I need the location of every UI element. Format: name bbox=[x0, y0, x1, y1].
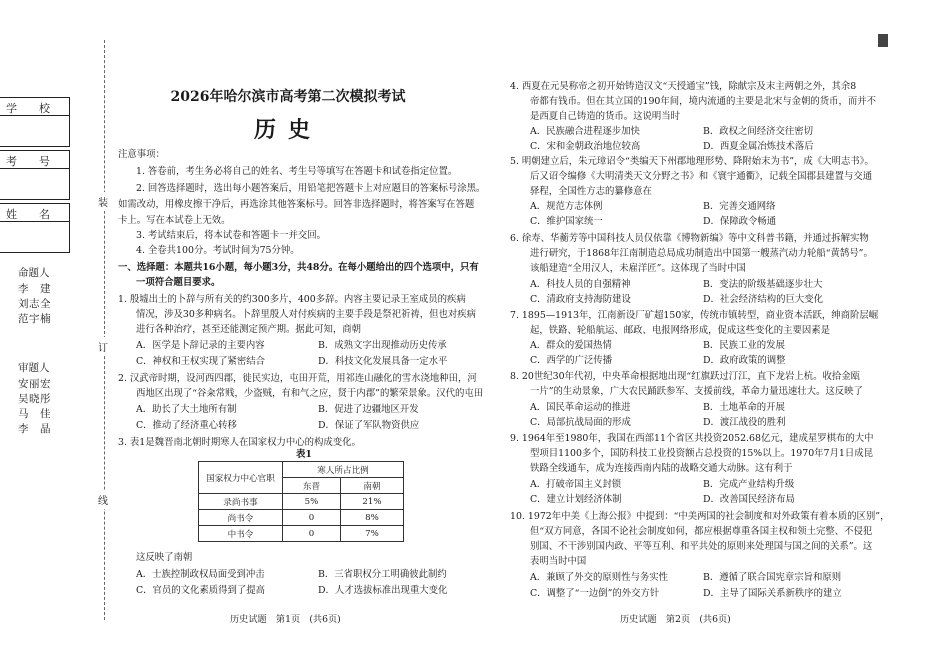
table-row bbox=[199, 494, 404, 510]
q8-option[interactable]: C．局部抗战局面的形成 bbox=[530, 417, 631, 428]
proposer-name: 李 建 bbox=[18, 283, 51, 295]
q7-option[interactable]: A．群众的爱国热情 bbox=[530, 340, 612, 351]
exam-title: 2026年哈尔滨市高考第二次模拟考试 bbox=[170, 89, 406, 105]
proposer-name: 刘志全 bbox=[18, 298, 51, 310]
q1-option[interactable]: C．神权和王权实现了紧密结合 bbox=[136, 356, 266, 367]
table-cell: 0 bbox=[283, 526, 341, 542]
q10-stem: 10. 1972年中美《上海公报》中提到：“中美两国的社会制度和对外政策有着本质的区别”， bbox=[510, 511, 890, 522]
section-heading: 一项符合题目要求。 bbox=[136, 277, 221, 288]
q3-option[interactable]: B．三省职权分工明确彼此制约 bbox=[318, 569, 447, 580]
proposers-heading: 命题人 bbox=[18, 267, 50, 279]
table-header-cell: 东晋 bbox=[283, 478, 341, 494]
q3-stem: 这反映了南朝 bbox=[136, 552, 193, 563]
reviewers-block bbox=[18, 361, 51, 437]
q8-option[interactable]: D．渡江战役的胜利 bbox=[703, 417, 786, 428]
q2-option[interactable]: D．保证了军队物资供应 bbox=[318, 420, 420, 431]
q10-stem: 别国、不干涉别国内政、平等互利、和平共处的原则来处理国与国之间的关系”。这 bbox=[530, 541, 873, 552]
name-field[interactable] bbox=[0, 203, 70, 253]
q7-stem: 7. 1895—1913年，江南新设厂矿超150家，传统市镇转型，商业资本活跃，绅商阶层崛 bbox=[510, 310, 879, 321]
q9-stem: 9. 1964年至1980年，我国在西部11个省区共投资2052.68亿元，建成星罗棋布的大中 bbox=[510, 433, 874, 444]
reviewer-name: 马 佳 bbox=[18, 408, 51, 420]
table-header-cell: 寒人所占比例 bbox=[283, 462, 404, 478]
exam-subject: 历史 bbox=[253, 117, 322, 143]
proposer-name: 范宇楠 bbox=[18, 313, 51, 325]
q10-option[interactable]: A．兼顾了外交的原则性与务实性 bbox=[530, 572, 669, 583]
q5-option[interactable]: D．保障政令畅通 bbox=[703, 216, 777, 227]
page-footer: 历史试题 第1页 (共6页) bbox=[230, 614, 341, 625]
q6-stem: 6. 徐寿、华蘅芳等中国科技人员仅依靠《博物新编》等中文科普书籍，并通过拆解实物 bbox=[510, 233, 869, 244]
q7-option[interactable]: C．西学的广泛传播 bbox=[530, 355, 613, 366]
notice-heading: 注意事项： bbox=[118, 149, 165, 160]
q7-option[interactable]: B．民族工业的发展 bbox=[703, 340, 785, 351]
notice-line: 卡上。写在本试卷上无效。 bbox=[118, 215, 231, 226]
q1-stem: 1. 殷墟出土的卜辞与所有关的约300多片，400多辞。内容主要记录王室成员的疾病 bbox=[118, 294, 466, 305]
q1-stem: 进行各种治疗，甚至还能测定预产期。据此可知，商朝 bbox=[136, 324, 362, 335]
q4-stem: 4. 西夏在元昊称帝之初开始铸造汉文“天授通宝”钱，除献宗及末主两朝之外，其余8 bbox=[510, 81, 857, 92]
binding-char: 装 bbox=[98, 192, 108, 211]
reviewers-heading: 审题人 bbox=[18, 362, 50, 374]
table-cell: 尚书令 bbox=[199, 510, 283, 526]
q10-option[interactable]: C．调整了“一边倒”的外交方针 bbox=[530, 588, 660, 599]
q5-option[interactable]: C．维护国家统一 bbox=[530, 216, 603, 227]
q4-option[interactable]: B．政权之间经济交往密切 bbox=[703, 126, 814, 137]
q3-option[interactable]: A．士族控制政权局面受到冲击 bbox=[136, 569, 265, 580]
notice-line: 1. 答卷前，考生务必将自己的姓名、考生号等填写在答题卡和试卷指定位置。 bbox=[136, 166, 458, 177]
binding-char: 线 bbox=[98, 490, 108, 509]
q5-stem: 后又诏令编修《大明清类天文分野之书》和《寰宇通衢》，记载全国郡县建置与交通 bbox=[530, 171, 873, 182]
q6-option[interactable]: A．科技人员的自强精神 bbox=[530, 279, 631, 290]
q6-option[interactable]: C．清政府支持海防建设 bbox=[530, 294, 631, 305]
table-row bbox=[199, 526, 404, 542]
notice-line: 4. 全卷共100分。考试时间为75分钟。 bbox=[136, 245, 300, 256]
notice-line: 2. 回答选择题时，选出每小题答案后，用铅笔把答题卡上对应题目的答案标号涂黑。 bbox=[136, 183, 486, 194]
page-footer: 历史试题 第2页 (共6页) bbox=[620, 614, 731, 625]
q6-stem: 进行研究，于1868年江南制造总局成功制造出中国第一艘蒸汽动力轮船“黄鹄号”。 bbox=[530, 248, 873, 259]
q9-option[interactable]: C．建立计划经济体制 bbox=[530, 494, 622, 505]
q7-stem: 起，铁路、轮船航运、邮政、电报网络形成，促成这些变化的主要因素是 bbox=[530, 325, 831, 336]
q9-stem: 型项目1100多个，国防科技工业投资额占总投资的15%以上。1970年7月1日成昆 bbox=[530, 448, 873, 459]
q9-option[interactable]: D．改善国民经济布局 bbox=[703, 494, 795, 505]
table-cell: 中书令 bbox=[199, 526, 283, 542]
name-label: 姓 名 bbox=[0, 204, 69, 222]
q2-stem: 西地区出现了“谷籴常贱，少盗贼，有和气之应，贤于内郡”的繁荣景象。汉代的屯田 bbox=[136, 388, 484, 399]
binding-line bbox=[104, 40, 105, 620]
power-center-table bbox=[198, 461, 404, 542]
q5-stem: 5. 明朝建立后，朱元璋诏令“类编天下州郡地理形势、降附始末为书”，成《大明志书》。 bbox=[510, 156, 874, 167]
q4-option[interactable]: A．民族融合进程逐步加快 bbox=[530, 126, 640, 137]
scan-corner-mark bbox=[878, 34, 888, 47]
q4-stem: 帝都有钱币。但在其立国的190年间，境内流通的主要是北宋与金朝的货币，而并不 bbox=[530, 96, 877, 107]
q8-stem: 一片”的生动景象，广大农民踊跃参军、支援前线，革命力量迅速壮大。这反映了 bbox=[530, 386, 863, 397]
q3-option[interactable]: C．官员的文化素质得到了提高 bbox=[136, 585, 266, 596]
q3-stem: 3. 表1是魏晋南北朝时期寒人在国家权力中心的构成变化。 bbox=[118, 437, 361, 448]
q8-stem: 8. 20世纪30年代初，中央革命根据地出现“红旗跃过汀江，直下龙岩上杭。收拾金瓯 bbox=[510, 371, 860, 382]
q5-stem: 驿程，全国性方志的纂修意在 bbox=[530, 186, 652, 197]
table-cell: 5% bbox=[283, 494, 341, 510]
proposers-block bbox=[18, 266, 51, 327]
q2-option[interactable]: A．助长了大土地所有制 bbox=[136, 404, 237, 415]
q6-option[interactable]: B．变法的阶级基础逐步壮大 bbox=[703, 279, 823, 290]
q1-option[interactable]: B．成熟文字出现推动历史传承 bbox=[318, 340, 447, 351]
q10-option[interactable]: D．主导了国际关系新秩序的建立 bbox=[703, 588, 842, 599]
q1-option[interactable]: D．科技文化发展具备一定水平 bbox=[318, 356, 448, 367]
q2-option[interactable]: C．推动了经济重心转移 bbox=[136, 420, 237, 431]
table-row bbox=[199, 510, 404, 526]
table-caption: 表1 bbox=[296, 449, 312, 460]
reviewer-name: 李 晶 bbox=[18, 423, 51, 435]
school-field[interactable] bbox=[0, 97, 70, 147]
school-label: 学 校 bbox=[0, 98, 69, 116]
q10-stem: 但“双方同意，各国不论社会制度如何，都应根据尊重各国主权和领土完整、不侵犯 bbox=[530, 526, 873, 537]
q1-stem: 情况，涉及30多种病名。卜辞里殷人对付疾病的主要手段是祭祀祈祷，但也对疾病 bbox=[136, 309, 477, 320]
table-cell: 录尚书事 bbox=[199, 494, 283, 510]
q2-stem: 2. 汉武帝时期，设河西四郡，徙民实边，屯田开荒，用祁连山融化的雪水浇地种田，河 bbox=[118, 373, 477, 384]
reviewer-name: 安丽宏 bbox=[18, 378, 51, 390]
table-cell: 7% bbox=[340, 526, 403, 542]
q2-option[interactable]: B．促进了边疆地区开发 bbox=[318, 404, 419, 415]
binding-char: 订 bbox=[98, 337, 108, 356]
q4-stem: 是西夏自己铸造的货币。这说明当时 bbox=[530, 111, 681, 122]
q9-option[interactable]: B．完成产业结构升级 bbox=[703, 479, 795, 490]
q6-stem: 该船建造“全用汉人，未雇洋匠”。这体现了当时中国 bbox=[530, 263, 746, 274]
reviewer-name: 吴晓彤 bbox=[18, 393, 51, 405]
q5-option[interactable]: A．规范方志体例 bbox=[530, 201, 603, 212]
table-header-cell: 国家权力中心官职 bbox=[199, 462, 283, 494]
table-cell: 0 bbox=[283, 510, 341, 526]
exam-number-label: 考 号 bbox=[0, 151, 69, 169]
q10-option[interactable]: B．遵循了联合国宪章宗旨和原则 bbox=[703, 572, 842, 583]
q10-stem: 表明当时中国 bbox=[530, 556, 587, 567]
notice-line: 3. 考试结束后，将本试卷和答题卡一并交回。 bbox=[136, 230, 327, 241]
q9-stem: 铁路全线通车，成为连接西南内陆的战略交通大动脉。这有利于 bbox=[530, 463, 793, 474]
q8-option[interactable]: B．土地革命的开展 bbox=[703, 402, 785, 413]
exam-number-field[interactable] bbox=[0, 150, 70, 200]
q4-option[interactable]: D．西夏金属冶炼技术落后 bbox=[703, 141, 814, 152]
table-cell: 21% bbox=[340, 494, 403, 510]
q8-option[interactable]: A．国民革命运动的推进 bbox=[530, 402, 631, 413]
q4-option[interactable]: C．宋和金朝政治地位较高 bbox=[530, 141, 641, 152]
q7-option[interactable]: D．政府政策的调整 bbox=[703, 355, 786, 366]
q3-option[interactable]: D．人才选拔标准出现重大变化 bbox=[318, 585, 448, 596]
q1-option[interactable]: A．医学是卜辞记录的主要内容 bbox=[136, 340, 265, 351]
section-heading: 一、选择题：本题共16小题，每小题3分，共48分。在每小题给出的四个选项中，只有 bbox=[118, 262, 479, 273]
notice-line: 如需改动，用橡皮擦干净后，再选涂其他答案标号。回答非选择题时，将答案写在答题 bbox=[118, 199, 475, 210]
q5-option[interactable]: B．完善交通网络 bbox=[703, 201, 776, 212]
table-header-cell: 南朝 bbox=[340, 478, 403, 494]
q9-option[interactable]: A．打破帝国主义封锁 bbox=[530, 479, 622, 490]
q6-option[interactable]: D．社会经济结构的巨大变化 bbox=[703, 294, 824, 305]
table-cell: 8% bbox=[340, 510, 403, 526]
